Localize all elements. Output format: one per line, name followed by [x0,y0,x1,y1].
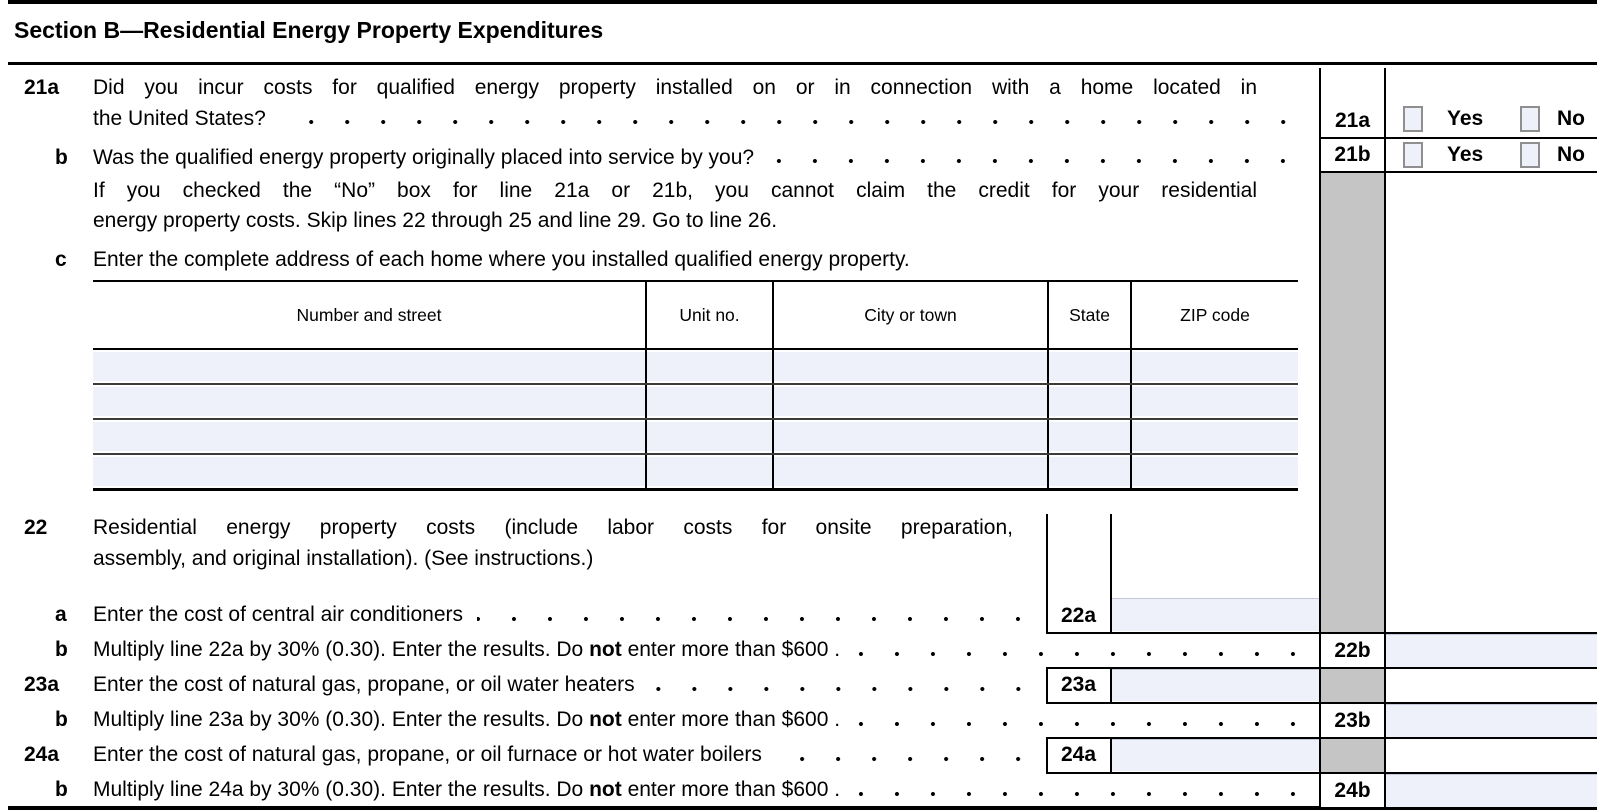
line-23b-box-label: 23b [1321,704,1384,737]
header-city-or-town: City or town [772,282,1047,348]
address-row-1 [93,350,1298,383]
line-22-text: Residential energy property costs (include labor costs for onsite preparation, assembly, and original installation). (See instructions.) [93,516,1013,570]
line-24b-box-label: 24b [1321,774,1384,807]
address-cell-zip[interactable] [1130,385,1298,418]
rule [1319,171,1597,173]
dotted-leader [768,142,1305,173]
address-row-2 [93,383,1298,418]
address-cell-street[interactable] [93,420,645,453]
dotted-leader [776,737,1040,772]
no-box-note [93,176,1257,236]
note-line2: energy property costs. Skip lines 22 through 25 and line 29. Go to line 26. [93,209,778,232]
header-state: State [1047,282,1130,348]
label-column-left-rule [1319,68,1321,807]
header-unit-no: Unit no. [645,282,772,348]
address-cell-state[interactable] [1047,455,1130,488]
checkbox-21a-no[interactable] [1520,106,1540,132]
address-cell-state[interactable] [1047,385,1130,418]
address-cell-street[interactable] [93,455,645,488]
amount-box-rule [1110,514,1112,632]
address-cell-unit[interactable] [645,385,772,418]
rule [1046,737,1597,739]
line-number-22a: a [55,602,67,626]
address-table-bottom-rule [93,488,1298,491]
line-21a-box-label: 21a [1334,109,1371,132]
header-zip-code: ZIP code [1130,282,1298,348]
line-24a-text: Enter the cost of natural gas, propane, or oil furnace or hot water boilers [93,737,1040,772]
address-cell-state[interactable] [1047,420,1130,453]
line-23b-text: Multiply line 23a by 30% (0.30). Enter the results. Do not enter more than $600 . [93,702,1315,737]
amount-box-rule [1110,737,1112,772]
amount-box-rule [1110,667,1112,702]
note-line1: If you checked the “No” box for line 21a or 21b, you cannot claim the credit for your residential [93,179,1257,202]
address-row-3 [93,418,1298,453]
line-number-23b: b [55,707,68,731]
address-cell-street[interactable] [93,385,645,418]
line-number-22: 22 [24,515,48,539]
address-cell-zip[interactable] [1130,455,1298,488]
address-table-header [93,280,1298,350]
address-cell-state[interactable] [1047,350,1130,383]
checkbox-21a-no-label: No [1557,107,1585,130]
line-21b-box-label: 21b [1334,142,1371,166]
input-23b-amount[interactable] [1386,704,1597,737]
line-number-21c: c [55,248,67,271]
dotted-leader [854,772,1315,807]
input-23a-amount[interactable] [1112,669,1319,701]
dotted-leader [854,632,1315,667]
question-21b: Was the qualified energy property originally placed into service by you? [93,142,1305,173]
address-cell-city[interactable] [772,350,1047,383]
address-cell-zip[interactable] [1130,350,1298,383]
input-24a-amount[interactable] [1112,739,1319,771]
line-number-21a: 21a [24,75,60,99]
checkbox-21a-yes-label: Yes [1447,107,1484,130]
address-cell-city[interactable] [772,385,1047,418]
line-24a-box-label: 24a [1060,742,1097,766]
line-22a-box-label: 22a [1060,604,1097,627]
address-cell-unit[interactable] [645,420,772,453]
checkbox-21b-no[interactable] [1520,142,1540,168]
title-rule [8,62,1597,65]
checkbox-21b-yes[interactable] [1403,142,1423,168]
checkbox-21b-yes-label: Yes [1447,143,1484,166]
line-23a-text: Enter the cost of natural gas, propane, or oil water heaters [93,667,1040,702]
line-21c-text: Enter the complete address of each home where you installed qualified energy property. [93,248,910,271]
checkbox-21a-yes[interactable] [1403,106,1423,132]
question-21a-line1: Did you incur costs for qualified energy property installed on or in connection with a home located in [93,76,1257,99]
dotted-leader [280,103,1305,134]
section-title: Section B—Residential Energy Property Expenditures [14,17,604,43]
address-table [93,280,1298,491]
line-number-24b: b [55,777,68,801]
line-number-23a: 23a [24,672,60,696]
top-rule [8,0,1597,4]
address-cell-unit[interactable] [645,350,772,383]
dotted-leader [854,702,1315,737]
address-cell-city[interactable] [772,455,1047,488]
line-22b-text: Multiply line 22a by 30% (0.30). Enter the results. Do not enter more than $600 . [93,632,1315,667]
input-24b-amount[interactable] [1386,774,1597,807]
line-number-22b: b [55,637,68,661]
line-number-24a: 24a [24,742,60,766]
line-22a-text: Enter the cost of central air conditioners [93,597,1040,632]
question-21a [93,72,1305,134]
input-22b-amount[interactable] [1386,634,1597,667]
input-22a-amount[interactable] [1112,598,1319,631]
label-column-right-rule [1384,68,1386,807]
dotted-leader [649,667,1040,702]
checkbox-21b-no-label: No [1557,143,1585,166]
line-number-21b: b [55,145,68,169]
line-24b-text: Multiply line 24a by 30% (0.30). Enter the results. Do not enter more than $600 . [93,772,1315,807]
line-23a-box-label: 23a [1060,672,1097,696]
line-22b-box-label: 22b [1321,634,1384,667]
address-row-4 [93,453,1298,488]
question-21a-line2: the United States? [93,107,266,130]
address-cell-unit[interactable] [645,455,772,488]
dotted-leader [477,597,1040,632]
rule [1046,667,1597,669]
header-number-and-street: Number and street [296,304,442,325]
address-cell-city[interactable] [772,420,1047,453]
address-cell-zip[interactable] [1130,420,1298,453]
address-cell-street[interactable] [93,350,645,383]
